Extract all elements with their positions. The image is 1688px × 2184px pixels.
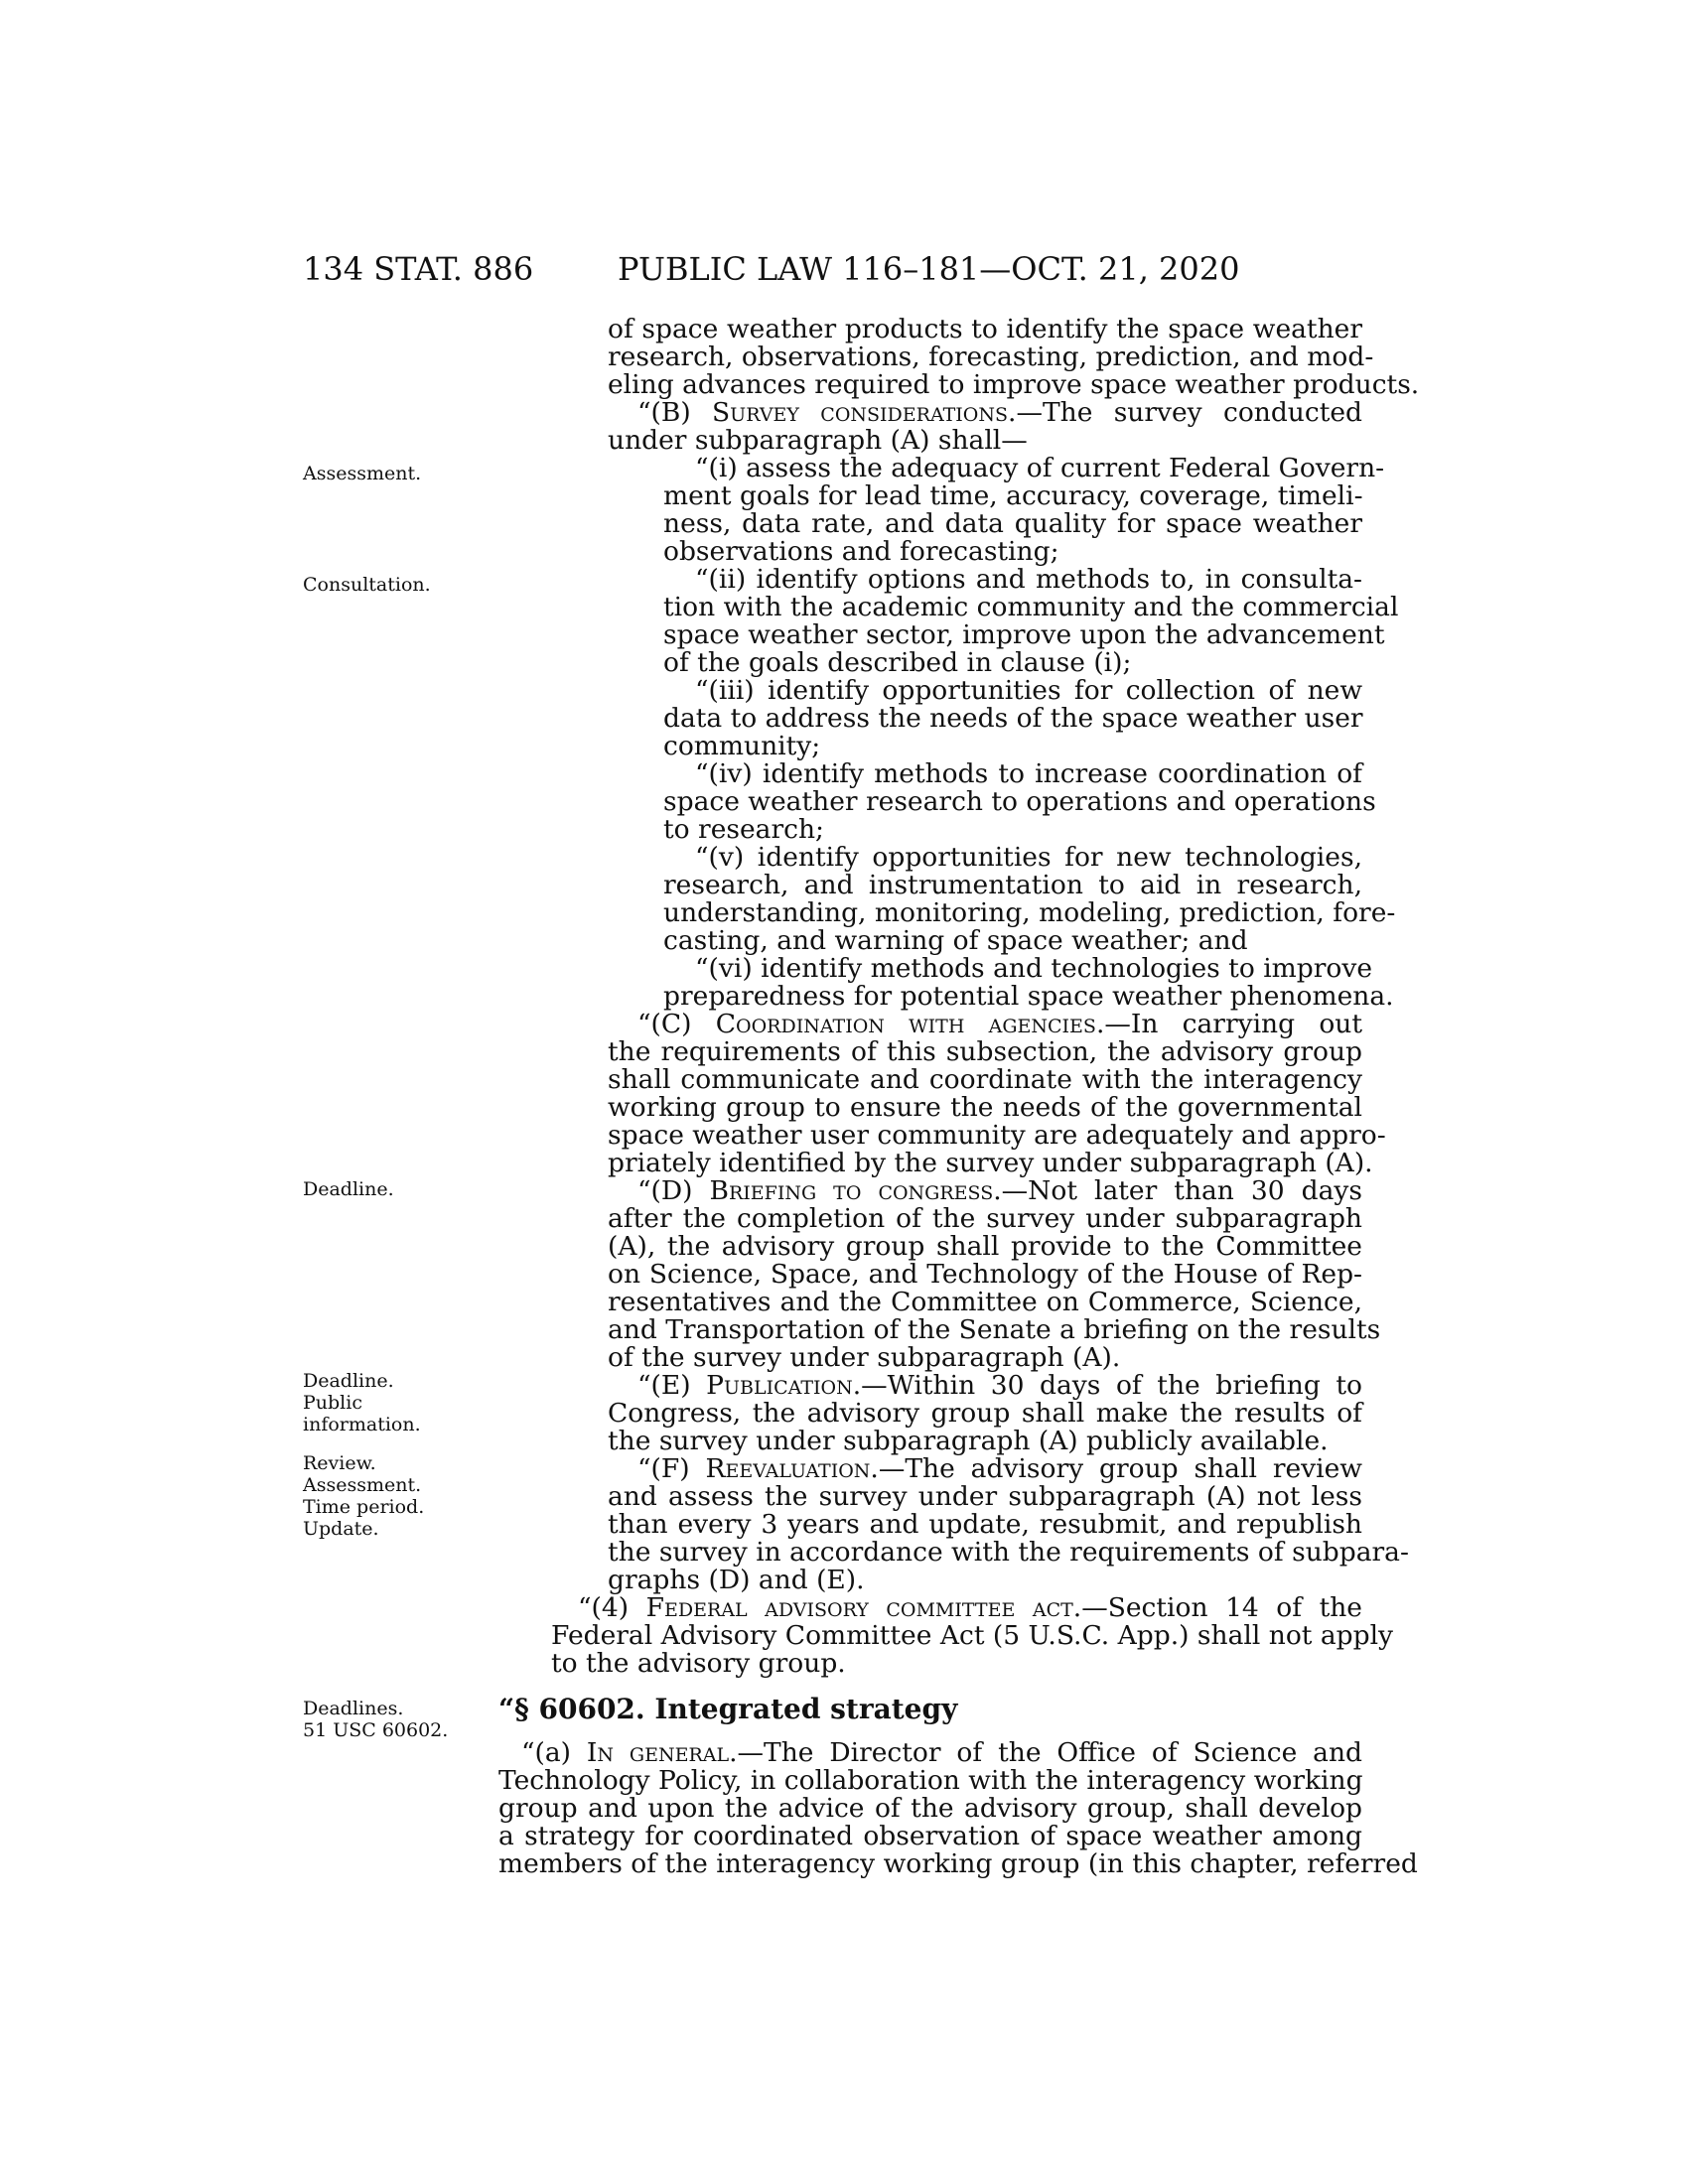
text-line: Congress, the advisory group shall make the results of [608, 1398, 1362, 1429]
text-line: research, and instrumentation to aid in research, [663, 870, 1362, 900]
text-line: graphs (D) and (E). [608, 1565, 865, 1595]
page-stat-number: 134 STAT. 886 [303, 250, 534, 288]
text-line: ness, data rate, and data quality for space weather [663, 508, 1362, 539]
text-line: Federal Advisory Committee Act (5 U.S.C. App.) shall not apply [551, 1620, 1394, 1651]
text-line: on Science, Space, and Technology of the House of Rep- [608, 1259, 1362, 1290]
clause-v-text: “(v) identify opportunities for new technologies, [695, 842, 1362, 873]
text-line: of space weather products to identify the space weather [608, 314, 1362, 344]
text-line: members of the interagency working group (in this chapter, referred [498, 1848, 1418, 1879]
subparagraph-e-heading: “(E) Publication.—Within 30 days of the briefing to [637, 1370, 1362, 1401]
text-line: of the goals described in clause (i); [663, 647, 1132, 678]
margin-note-deadline: Deadline. [303, 1178, 394, 1200]
subparagraph-b-heading: “(B) Survey considerations.—The survey conducted [637, 397, 1363, 428]
subparagraph-f-heading: “(F) Reevaluation.—The advisory group shall review [637, 1453, 1362, 1484]
margin-note-deadlines-usc: Deadlines. 51 USC 60602. [303, 1698, 449, 1741]
text-line: of the survey under subparagraph (A). [608, 1342, 1121, 1373]
text-line: than every 3 years and update, resubmit, and republish [608, 1509, 1362, 1540]
text-line: ment goals for lead time, accuracy, coverage, timeli- [663, 480, 1363, 511]
text-line: understanding, monitoring, modeling, prediction, fore- [663, 897, 1396, 928]
clause-iii-text: “(iii) identify opportunities for collection of new [695, 675, 1362, 706]
text-line: shall communicate and coordinate with the interagency [608, 1064, 1362, 1095]
text-line: priately identified by the survey under subparagraph (A). [608, 1148, 1373, 1178]
page-header-title: PUBLIC LAW 116–181—OCT. 21, 2020 [618, 250, 1240, 288]
text-line: to research; [663, 814, 824, 845]
text-line: research, observations, forecasting, prediction, and mod- [608, 341, 1374, 372]
text-line: space weather research to operations and operations [663, 786, 1376, 817]
text-line: the survey under subparagraph (A) publicly available. [608, 1426, 1329, 1456]
text-line: and Transportation of the Senate a briefing on the results [608, 1314, 1381, 1345]
text-line: after the completion of the survey under subparagraph [608, 1203, 1362, 1234]
subparagraph-c-heading: “(C) Coordination with agencies.—In carrying out [637, 1009, 1362, 1039]
text-line: space weather user community are adequately and appro- [608, 1120, 1386, 1151]
text-line: preparedness for potential space weather phenomena. [663, 981, 1394, 1012]
text-line: casting, and warning of space weather; and [663, 925, 1248, 956]
text-line: observations and forecasting; [663, 536, 1059, 567]
section-heading: “§ 60602. Integrated strategy [498, 1693, 958, 1725]
text-line: resentatives and the Committee on Commerce, Science, [608, 1287, 1362, 1317]
margin-note-assessment: Assessment. [303, 463, 422, 484]
text-line: data to address the needs of the space weather user [663, 703, 1363, 734]
margin-note-consultation: Consultation. [303, 574, 431, 596]
margin-note-deadline-public-information: Deadline. Public information. [303, 1370, 421, 1435]
text-line: to the advisory group. [551, 1648, 846, 1679]
text-line: (A), the advisory group shall provide to the Committee [608, 1231, 1362, 1262]
text-line: the requirements of this subsection, the advisory group [608, 1036, 1362, 1067]
clause-i-text: “(i) assess the adequacy of current Federal Govern- [695, 453, 1385, 483]
clause-iv-text: “(iv) identify methods to increase coordination of [695, 758, 1362, 789]
subparagraph-d-heading: “(D) Briefing to congress.—Not later than 30 days [637, 1175, 1362, 1206]
text-line: a strategy for coordinated observation of space weather among [498, 1821, 1362, 1851]
text-line: under subparagraph (A) shall— [608, 425, 1028, 456]
subsection-a-heading: “(a) In general.—The Director of the Office of Science and [521, 1737, 1362, 1768]
text-line: working group to ensure the needs of the governmental [608, 1092, 1362, 1123]
text-line: Technology Policy, in collaboration with the interagency working [498, 1765, 1363, 1796]
text-line: the survey in accordance with the requirements of subpara- [608, 1537, 1409, 1568]
text-line: space weather sector, improve upon the advancement [663, 619, 1385, 650]
text-line: tion with the academic community and the commercial [663, 592, 1399, 622]
text-line: and assess the survey under subparagraph (A) not less [608, 1481, 1362, 1512]
clause-ii-text: “(ii) identify options and methods to, in consulta- [695, 564, 1362, 595]
paragraph-4-heading: “(4) Federal advisory committee act.—Section 14 of the [578, 1592, 1362, 1623]
clause-vi-text: “(vi) identify methods and technologies to improve [695, 953, 1373, 984]
margin-note-review-assessment: Review. Assessment. Time period. Update. [303, 1452, 425, 1540]
text-line: eling advances required to improve space weather products. [608, 369, 1420, 400]
text-line: group and upon the advice of the advisory group, shall develop [498, 1793, 1362, 1824]
text-line: community; [663, 731, 821, 761]
